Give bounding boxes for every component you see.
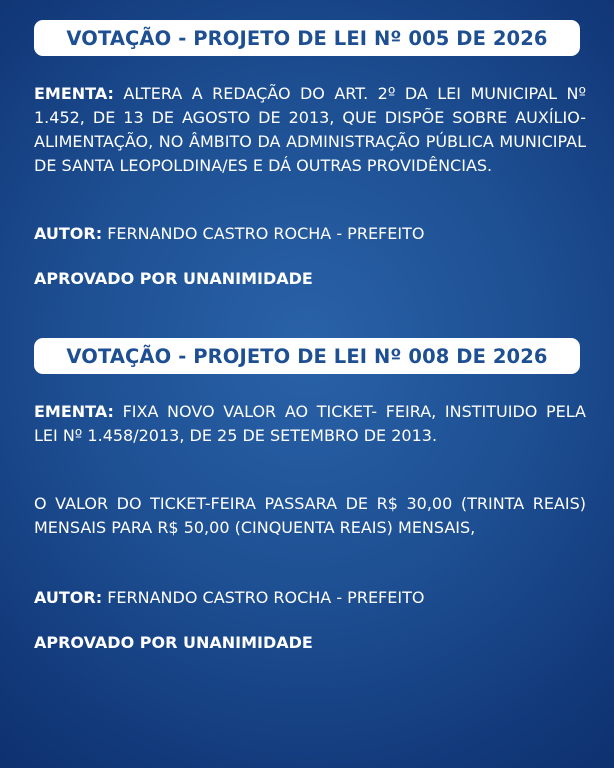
ementa-label: EMENTA: (34, 402, 114, 421)
vote-status: APROVADO POR UNANIMIDADE (34, 633, 313, 652)
vote-status: APROVADO POR UNANIMIDADE (34, 269, 313, 288)
autor-label: AUTOR: (34, 224, 103, 243)
autor-text: FERNANDO CASTRO ROCHA - PREFEITO (102, 224, 425, 243)
vote-title: VOTAÇÃO - PROJETO DE LEI Nº 005 DE 2026 (66, 26, 548, 50)
note-text: O VALOR DO TICKET-FEIRA PASSARA DE R$ 30,00 (TRINTA REAIS) MENSAIS PARA R$ 50,00 (CINQUENTA REAIS) MENSAIS, (34, 494, 586, 537)
ementa-text: ALTERA A REDAÇÃO DO ART. 2º DA LEI MUNICIPAL Nº 1.452, DE 13 DE AGOSTO DE 2013, QUE DISPÕE SOBRE AUXÍLIO-ALIMENTAÇÃO, NO ÂMBITO DA ADMINISTRAÇÃO PÚBLICA MUNICIPAL DE SANTA LEOPOLDINA/ES E DÁ OUTRAS PROVIDÊNCIAS. (34, 84, 586, 175)
autor-text: FERNANDO CASTRO ROCHA - PREFEITO (102, 588, 425, 607)
vote-title: VOTAÇÃO - PROJETO DE LEI Nº 008 DE 2026 (66, 344, 548, 368)
autor-label: AUTOR: (34, 588, 103, 607)
note-paragraph (34, 492, 586, 540)
autor-line (34, 222, 586, 246)
vote-title-banner (34, 338, 580, 374)
ementa-paragraph (34, 400, 586, 448)
ementa-text: FIXA NOVO VALOR AO TICKET- FEIRA, INSTITUIDO PELA LEI Nº 1.458/2013, DE 25 DE SETEMBRO DE 2013. (34, 402, 586, 445)
vote-title-banner (34, 20, 580, 56)
autor-line (34, 586, 586, 610)
ementa-paragraph (34, 82, 586, 178)
ementa-label: EMENTA: (34, 84, 114, 103)
